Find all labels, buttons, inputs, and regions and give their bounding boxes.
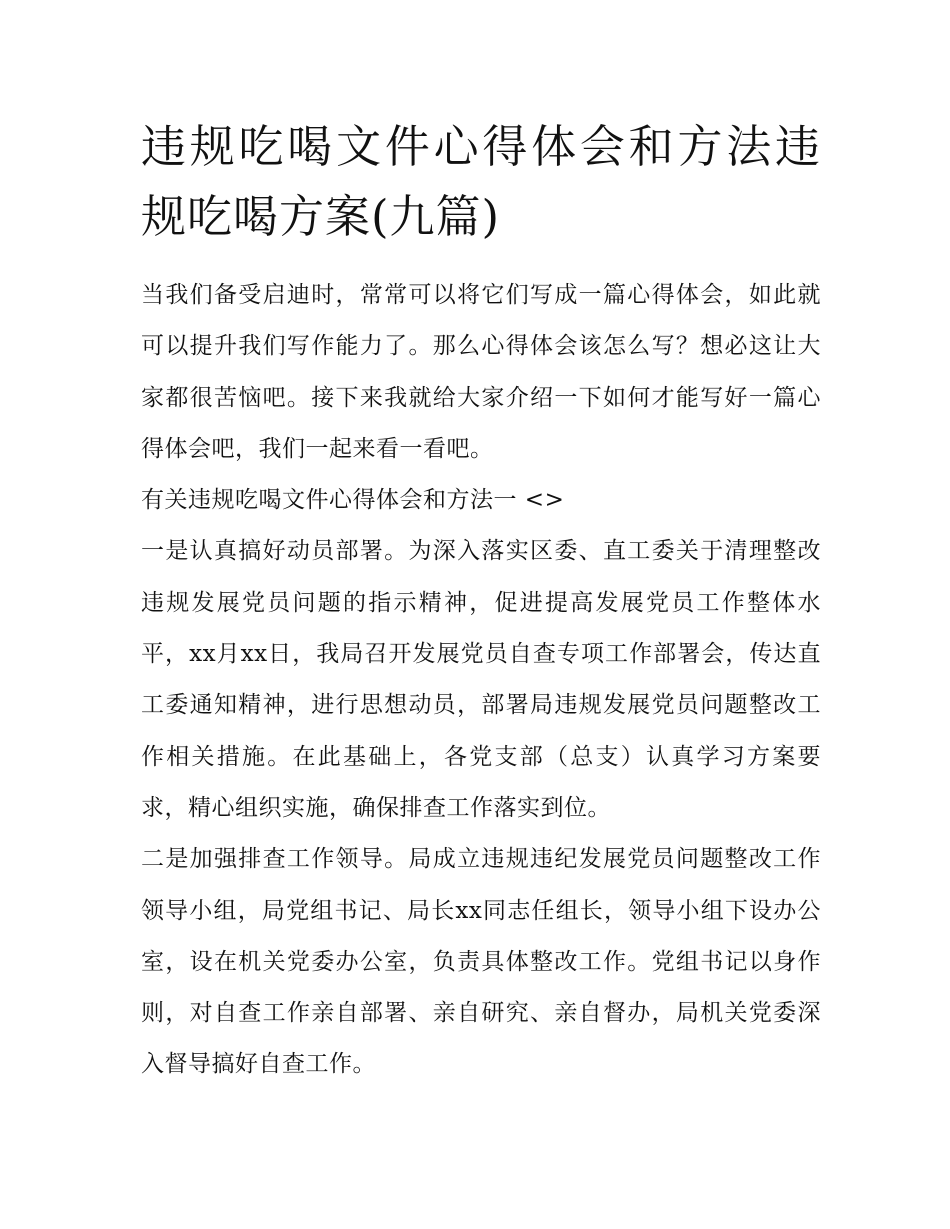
paragraph-intro: 当我们备受启迪时，常常可以将它们写成一篇心得体会，如此就可以提升我们写作能力了。那么心得体会该怎么写？想必这让大家都很苦恼吧。接下来我就给大家介绍一下如何才能写好一篇心得体会吧，我们一起来看一看吧。	[141, 282, 821, 462]
paragraph-point-two: 二是加强排查工作领导。局成立违规违纪发展党员问题整改工作领导小组，局党组书记、局长xx同志任组长，领导小组下设办公室，设在机关党委办公室，负责具体整改工作。党组书记以身作则，对自查工作亲自部署、亲自研究、亲自督办，局机关党委深入督导搞好自查工作。	[141, 846, 821, 1078]
document-page	[141, 112, 821, 1091]
document-body	[141, 270, 821, 1091]
document-title: 违规吃喝文件心得体会和方法违规吃喝方案(九篇)	[141, 120, 821, 243]
paragraph-point-one: 一是认真搞好动员部署。为深入落实区委、直工委关于清理整改违规发展党员问题的指示精神，促进提高发展党员工作整体水平，xx月xx日，我局召开发展党员自查专项工作部署会，传达直工委通知精神，进行思想动员，部署局违规发展党员问题整改工作相关措施。在此基础上，各党支部（总支）认真学习方案要求，精心组织实施，确保排查工作落实到位。	[141, 538, 821, 821]
section-heading: 有关违规吃喝文件心得体会和方法一 <>	[141, 487, 565, 514]
